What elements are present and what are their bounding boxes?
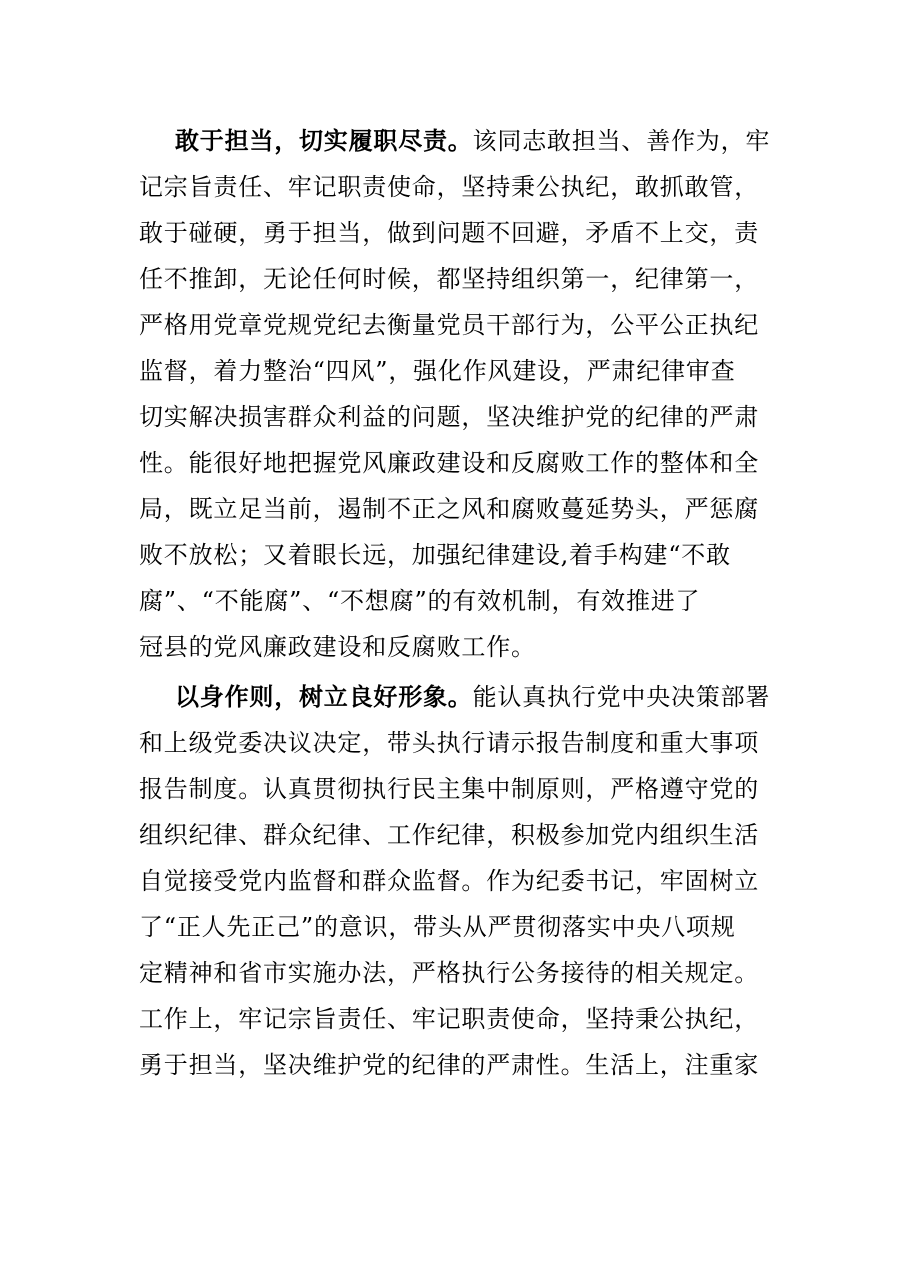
paragraph-line: 组织纪律、群众纪律、工作纪律，积极参加党内组织生活 <box>139 821 759 849</box>
paragraph-line: 任不推卸，无论任何时候，都坚持组织第一，纪律第一， <box>139 265 759 293</box>
paragraph-line: 敢于碰硬，勇于担当，做到问题不回避，矛盾不上交，责 <box>139 219 759 247</box>
paragraph-line: 切实解决损害群众利益的问题，坚决维护党的纪律的严肃 <box>139 403 759 431</box>
paragraph-line: 败不放松；又着眼长远，加强纪律建设,着手构建“不敢 <box>139 541 731 569</box>
paragraph-line: 监督，着力整治“四风”，强化作风建设，严肃纪律审查 <box>139 357 736 385</box>
paragraph-text: 能认真执行党中央决策部署 <box>472 683 771 711</box>
paragraph-line: 记宗旨责任、牢记职责使命，坚持秉公执纪，敢抓敢管， <box>139 173 759 201</box>
paragraph-line: 了“正人先正己”的意识，带头从严贯彻落实中央八项规 <box>139 913 736 941</box>
paragraph-line: 局，既立足当前，遏制不正之风和腐败蔓延势头，严惩腐 <box>139 495 759 523</box>
paragraph-role-model <box>139 674 771 1088</box>
paragraph-line: 腐”、“不能腐”、“不想腐”的有效机制，有效推进了 <box>139 587 701 615</box>
paragraph-line: 报告制度。认真贯彻执行民主集中制原则，严格遵守党的 <box>139 775 759 803</box>
paragraph-line <box>139 118 771 164</box>
paragraph-line: 性。能很好地把握党风廉政建设和反腐败工作的整体和全 <box>139 449 759 477</box>
paragraph-heading: 以身作则，树立良好形象。 <box>175 683 473 711</box>
paragraph-line: 定精神和省市实施办法，严格执行公务接待的相关规定。 <box>139 959 759 987</box>
paragraph-line: 工作上，牢记宗旨责任、牢记职责使命，坚持秉公执纪， <box>139 1005 759 1033</box>
paragraph-line: 严格用党章党规党纪去衡量党员干部行为，公平公正执纪 <box>139 311 759 339</box>
document-body <box>139 118 771 1088</box>
paragraph-text: 该同志敢担当、善作为，牢 <box>472 127 771 155</box>
paragraph-line: 冠县的党风廉政建设和反腐败工作。 <box>139 633 536 661</box>
paragraph-heading: 敢于担当，切实履职尽责。 <box>175 127 473 155</box>
paragraph-responsibility <box>139 118 771 670</box>
paragraph-line: 自觉接受党内监督和群众监督。作为纪委书记，牢固树立 <box>139 867 759 895</box>
paragraph-line <box>139 674 771 720</box>
paragraph-line: 勇于担当，坚决维护党的纪律的严肃性。生活上，注重家 <box>139 1051 759 1079</box>
paragraph-line: 和上级党委决议决定，带头执行请示报告制度和重大事项 <box>139 729 759 757</box>
